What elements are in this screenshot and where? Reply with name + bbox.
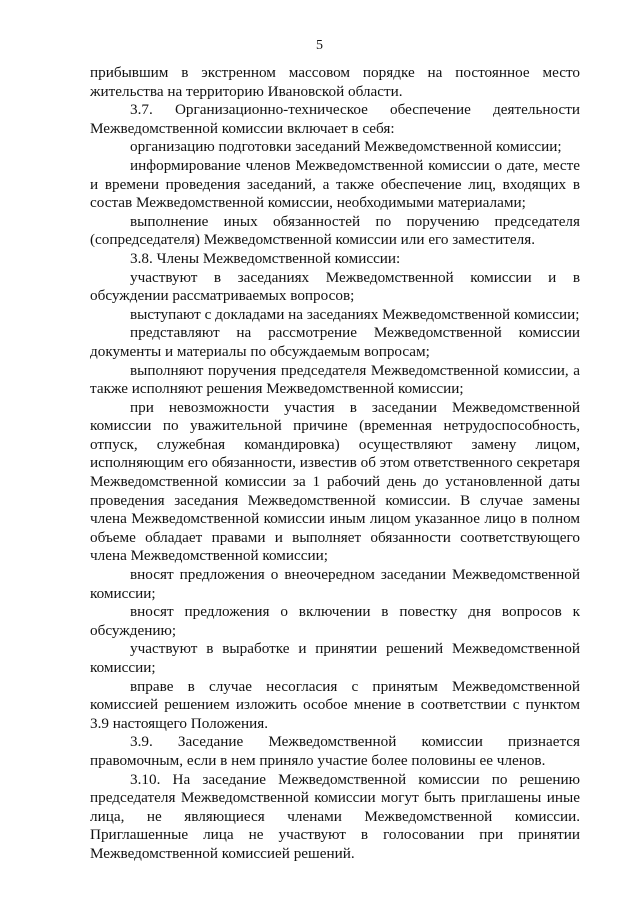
- paragraph-3-7: 3.7. Организационно-техническое обеспечение деятельности Межведомственной комиссии включает в себя:: [90, 101, 580, 137]
- list-item: вправе в случае несогласия с принятым Межведомственной комиссией решением изложить особое мнение в соответствии с пунктом 3.9 настоящего Положения.: [90, 677, 580, 732]
- paragraph-3-9: 3.9. Заседание Межведомственной комиссии признается правомочным, если в нем приняло участие более половины ее членов.: [90, 733, 580, 769]
- paragraph-3-10: 3.10. На заседание Межведомственной комиссии по решению председателя Межведомственной комиссии могут быть приглашены иные лица, не являющиеся членами Межведомственной комиссии. Приглашенные лица не участвуют в голосовании при принятии Межведомственной комиссией решений.: [90, 770, 580, 862]
- list-item: участвуют в заседаниях Межведомственной комиссии и в обсуждении рассматриваемых вопросов;: [90, 268, 580, 305]
- paragraph-continuation: прибывшим в экстренном массовом порядке на постоянное место жительства на территорию Ивановской области.: [90, 64, 580, 100]
- list-item: участвуют в выработке и принятии решений Межведомственной комиссии;: [90, 640, 580, 676]
- page-number: 5: [316, 38, 323, 53]
- list-item: информирование членов Межведомственной комиссии о дате, месте и времени проведения заседаний, а также обеспечение лиц, входящих в состав Межведомственной комиссии, необходимыми материалами;: [90, 156, 580, 212]
- list-item: выполнение иных обязанностей по поручению председателя (сопредседателя) Межведомственной комиссии или его заместителя.: [90, 212, 580, 249]
- list-item: вносят предложения о внеочередном заседании Межведомственной комиссии;: [90, 566, 580, 602]
- list-item: выполняют поручения председателя Межведомственной комиссии, а также исполняют решения Межведомственной комиссии;: [90, 361, 580, 398]
- list-item: организацию подготовки заседаний Межведомственной комиссии;: [130, 138, 562, 156]
- document-body: [90, 64, 580, 864]
- list-item: выступают с докладами на заседаниях Межведомственной комиссии;: [130, 305, 580, 323]
- paragraph-3-8: 3.8. Члены Межведомственной комиссии:: [130, 249, 401, 267]
- list-item: вносят предложения о включении в повестку дня вопросов к обсуждению;: [90, 603, 580, 639]
- list-item: представляют на рассмотрение Межведомственной комиссии документы и материалы по обсуждаемым вопросам;: [90, 324, 580, 360]
- list-item: при невозможности участия в заседании Межведомственной комиссии по уважительной причине (временная нетрудоспособность, отпуск, служебная командировка) осуществляют замену лицом, исполняющим его обязанности, известив об этом ответственного секретаря Межведомственной комиссии за 1 рабочий день до установленной даты проведения заседания Межведомственной комиссии. В случае замены члена Межведомственной комиссии иным лицом указанное лицо в полном объеме обладает правами и выполняет обязанности соответствующего члена Межведомственной комиссии;: [90, 398, 580, 565]
